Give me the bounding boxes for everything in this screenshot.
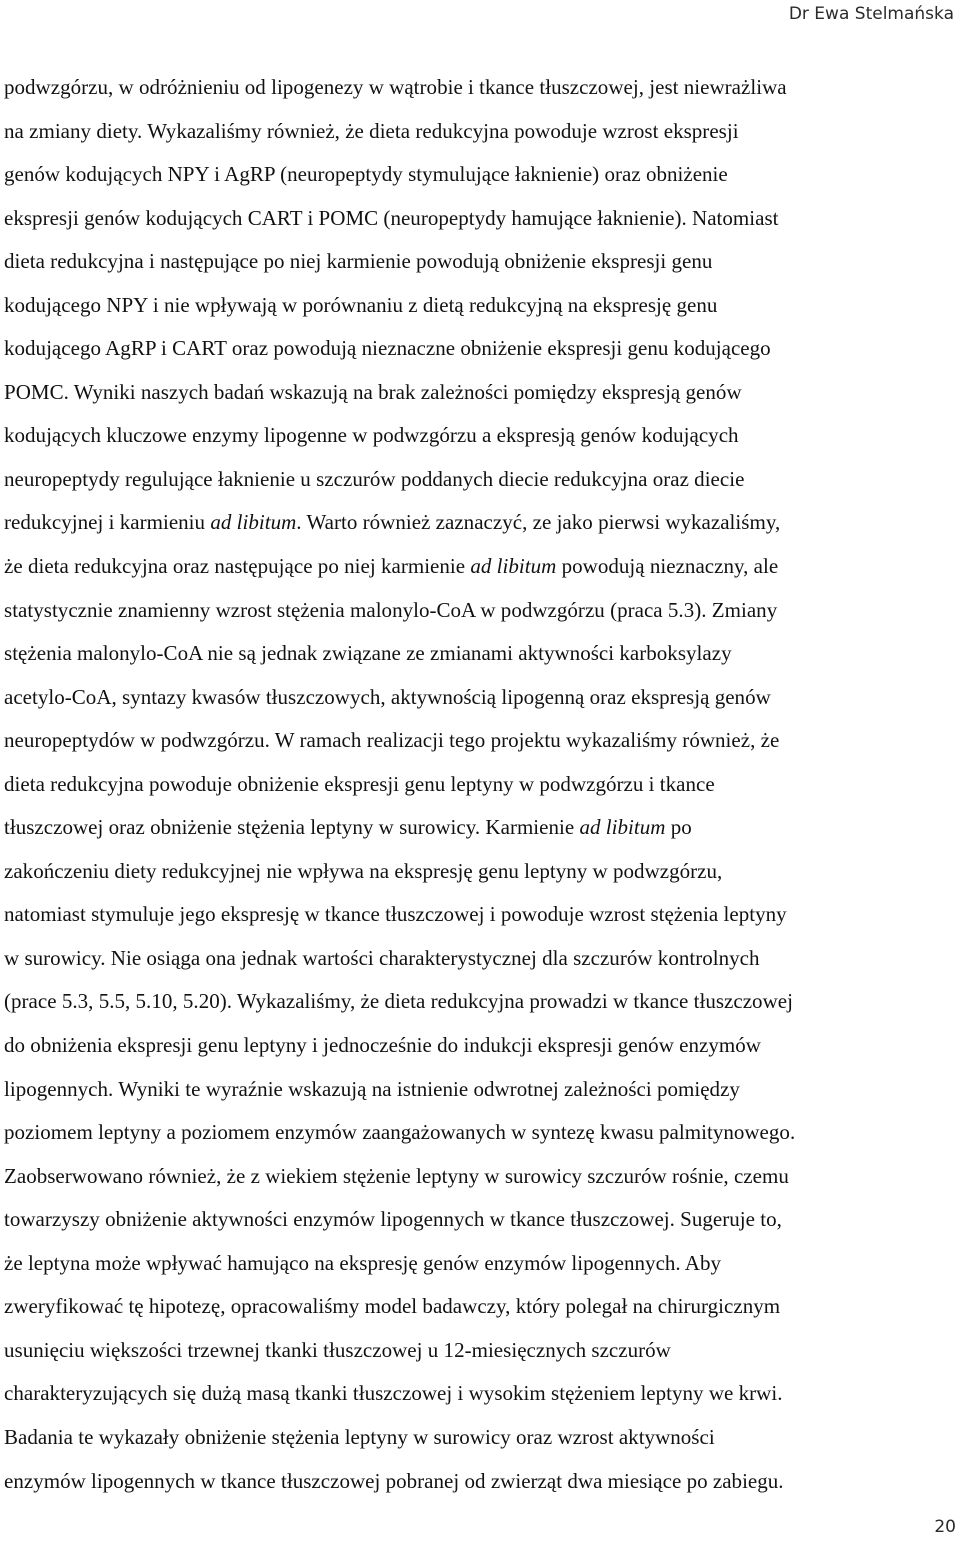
text-line: [4, 458, 960, 502]
text-line: [4, 1285, 960, 1329]
text-segment: na zmiany diety. Wykazaliśmy również, że dieta redukcyjna powoduje wzrost ekspresji: [4, 118, 739, 143]
text-segment: (prace 5.3, 5.5, 5.10, 5.20). Wykazaliśmy, że dieta redukcyjna prowadzi w tkance tłuszczowej: [4, 989, 793, 1014]
text-line: [4, 1329, 960, 1373]
text-line: [4, 806, 960, 850]
text-line: [4, 153, 960, 197]
italic-text: ad libitum: [470, 554, 557, 579]
text-segment: powodują nieznaczny, ale: [556, 554, 779, 579]
text-line: [4, 1111, 960, 1155]
text-segment: . Warto również zaznaczyć, ze jako pierwsi wykazaliśmy,: [296, 510, 781, 535]
text-segment: lipogennych. Wyniki te wyraźnie wskazują na istnienie odwrotnej zależności pomiędzy: [4, 1076, 740, 1101]
text-line: [4, 414, 960, 458]
text-segment: neuropeptydy regulujące łaknienie u szczurów poddanych diecie redukcyjna oraz diecie: [4, 466, 745, 491]
text-segment: kodujących kluczowe enzymy lipogenne w podwzgórzu a ekspresją genów kodujących: [4, 423, 739, 448]
text-segment: w surowicy. Nie osiąga ona jednak wartości charakterystycznej dla szczurów kontrolnych: [4, 945, 760, 970]
text-line: [4, 110, 960, 154]
text-line: [4, 1024, 960, 1068]
text-segment: usunięciu większości trzewnej tkanki tłuszczowej u 12-miesięcznych szczurów: [4, 1337, 671, 1362]
text-segment: enzymów lipogennych w tkance tłuszczowej pobranej od zwierząt dwa miesiące po zabiegu.: [4, 1468, 784, 1493]
text-line: [4, 1198, 960, 1242]
text-line: [4, 1068, 960, 1112]
text-line: [4, 632, 960, 676]
body-paragraph: [4, 66, 960, 1503]
text-line: [4, 850, 960, 894]
text-line: [4, 589, 960, 633]
text-line: [4, 1372, 960, 1416]
text-line: [4, 545, 960, 589]
text-segment: Badania te wykazały obniżenie stężenia leptyny w surowicy oraz wzrost aktywności: [4, 1424, 715, 1449]
text-segment: zweryfikować tę hipotezę, opracowaliśmy model badawczy, który polegał na chirurgicznym: [4, 1294, 781, 1319]
text-segment: natomiast stymuluje jego ekspresję w tkance tłuszczowej i powoduje wzrost stężenia leptyny: [4, 902, 787, 927]
text-segment: kodującego NPY i nie wpływają w porównaniu z dietą redukcyjną na ekspresję genu: [4, 292, 718, 317]
text-segment: po: [665, 815, 692, 840]
text-segment: POMC. Wyniki naszych badań wskazują na brak zależności pomiędzy ekspresją genów: [4, 379, 742, 404]
text-segment: charakteryzujących się dużą masą tkanki tłuszczowej i wysokim stężeniem leptyny we krwi.: [4, 1381, 783, 1406]
italic-text: ad libitum: [210, 510, 297, 535]
text-segment: dieta redukcyjna powoduje obniżenie ekspresji genu leptyny w podwzgórzu i tkance: [4, 771, 715, 796]
text-segment: dieta redukcyjna i następujące po niej karmienie powodują obniżenie ekspresji genu: [4, 249, 713, 274]
text-segment: zakończeniu diety redukcyjnej nie wpływa na ekspresję genu leptyny w podwzgórzu,: [4, 858, 723, 883]
text-line: [4, 1460, 960, 1504]
text-segment: genów kodujących NPY i AgRP (neuropeptydy stymulujące łaknienie) oraz obniżenie: [4, 162, 728, 187]
text-line: [4, 719, 960, 763]
text-segment: towarzyszy obniżenie aktywności enzymów lipogennych w tkance tłuszczowej. Sugeruje to,: [4, 1207, 782, 1232]
text-segment: podwzgórzu, w odróżnieniu od lipogenezy w wątrobie i tkance tłuszczowej, jest niewrażliwa: [4, 75, 787, 99]
text-segment: ekspresji genów kodujących CART i POMC (neuropeptydy hamujące łaknienie). Natomiast: [4, 205, 779, 230]
text-line: [4, 371, 960, 415]
text-line: [4, 240, 960, 284]
text-line: [4, 1416, 960, 1460]
page-header-author: Dr Ewa Stelmańska: [788, 4, 954, 24]
text-segment: statystycznie znamienny wzrost stężenia malonylo-CoA w podwzgórzu (praca 5.3). Zmiany: [4, 597, 778, 622]
text-line: [4, 1242, 960, 1286]
text-line: [4, 676, 960, 720]
text-line: [4, 284, 960, 328]
text-segment: Zaobserwowano również, że z wiekiem stężenie leptyny w surowicy szczurów rośnie, czemu: [4, 1163, 789, 1188]
text-segment: że dieta redukcyjna oraz następujące po niej karmienie: [4, 554, 471, 579]
page-number: 20: [934, 1517, 956, 1537]
text-segment: redukcyjnej i karmieniu: [4, 510, 211, 535]
text-line: [4, 1155, 960, 1199]
text-segment: tłuszczowej oraz obniżenie stężenia leptyny w surowicy. Karmienie: [4, 815, 580, 840]
italic-text: ad libitum: [579, 815, 666, 840]
text-line: [4, 501, 960, 545]
text-line: [4, 66, 960, 110]
text-line: [4, 763, 960, 807]
text-line: [4, 893, 960, 937]
text-segment: że leptyna może wpływać hamująco na ekspresję genów enzymów lipogennych. Aby: [4, 1250, 722, 1275]
text-segment: poziomem leptyny a poziomem enzymów zaangażowanych w syntezę kwasu palmitynowego.: [4, 1120, 796, 1145]
text-line: [4, 197, 960, 241]
text-segment: kodującego AgRP i CART oraz powodują nieznaczne obniżenie ekspresji genu kodującego: [4, 336, 771, 361]
text-segment: acetylo-CoA, syntazy kwasów tłuszczowych, aktywnością lipogenną oraz ekspresją genów: [4, 684, 771, 709]
text-line: [4, 937, 960, 981]
text-line: [4, 327, 960, 371]
text-line: [4, 980, 960, 1024]
text-segment: do obniżenia ekspresji genu leptyny i jednocześnie do indukcji ekspresji genów enzymów: [4, 1033, 761, 1058]
text-segment: stężenia malonylo-CoA nie są jednak związane ze zmianami aktywności karboksylazy: [4, 641, 732, 666]
text-segment: neuropeptydów w podwzgórzu. W ramach realizacji tego projektu wykazaliśmy również, że: [4, 728, 780, 753]
